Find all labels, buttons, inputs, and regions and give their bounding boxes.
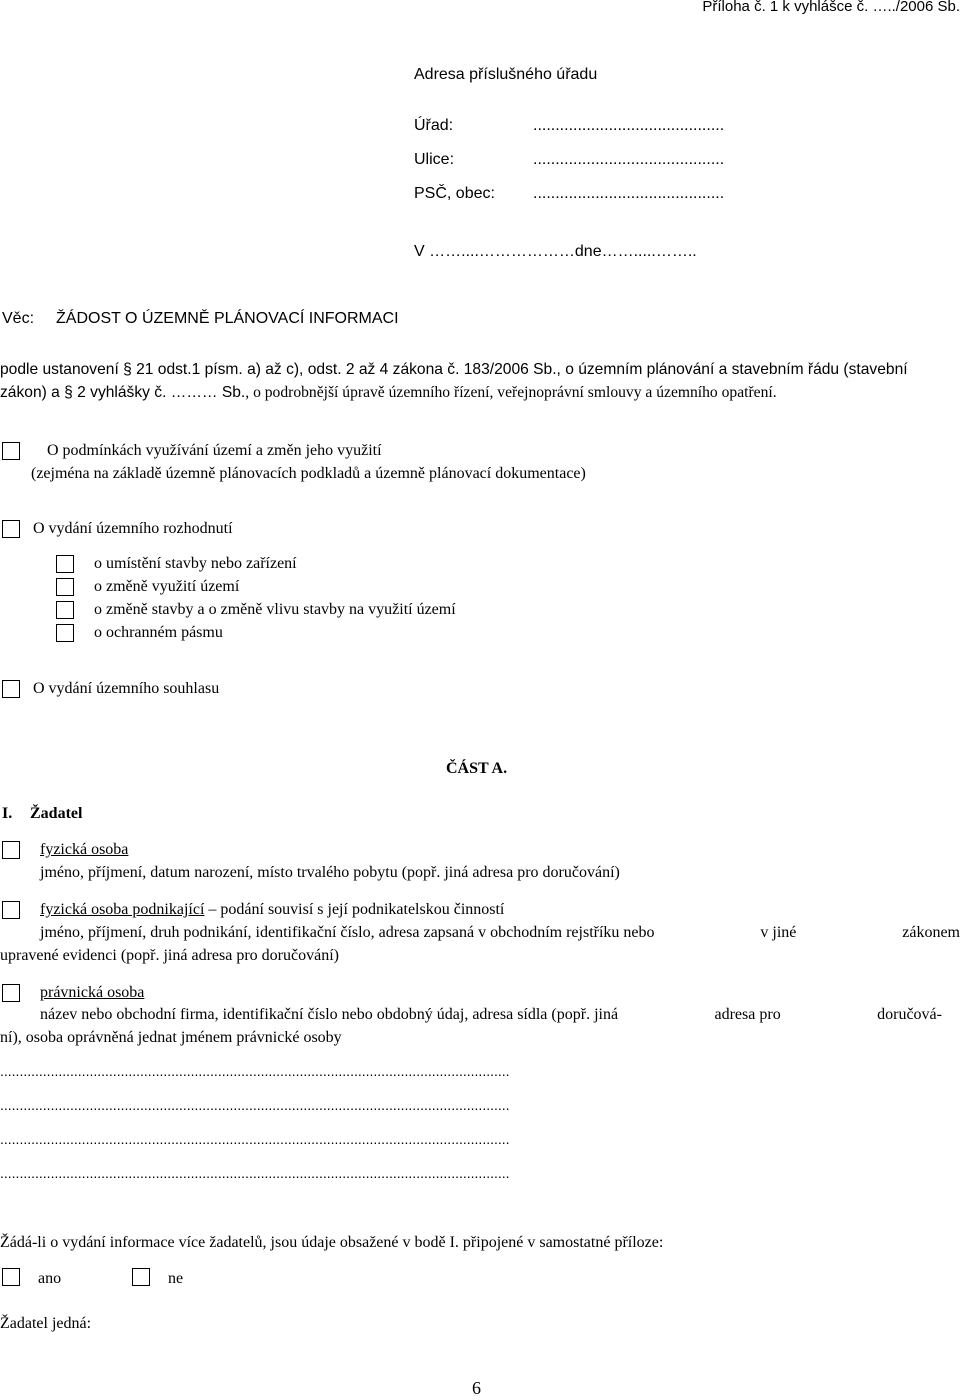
decision-label: O vydání územního rozhodnutí [33,520,233,537]
conditions-note: (zejména na základě územně plánovacích podkladů a územně plánovací dokumentace) [31,465,586,482]
legal-entity-desc-line2: ní), osoba oprávněná jednat jménem právnické osoby [0,1029,342,1046]
attachment-note: Příloha č. 1 k vyhlášce č. …../2006 Sb. [702,0,960,15]
consent-label: O vydání územního souhlasu [33,680,220,697]
page-number: 6 [472,1378,481,1398]
part-a-title: ČÁST A. [446,760,508,777]
legal-entity-desc-b: adresa pro [714,1006,781,1023]
conditions-label: O podmínkách využívání území a změn jeho využití [47,442,382,459]
business-person-desc-line2: upravené evidenci (popř. jiná adresa pro doručování) [0,947,339,964]
legal-entity-desc-c: doručová- [877,1006,942,1023]
place-date-field[interactable]: V ……....………………dne…….....…….. [414,243,697,260]
legal-basis-tail: , o podrobnější úpravě územního řízení, veřejnoprávní smlouvy a územního opatření. [245,384,777,401]
subject-title: ŽÁDOST O ÚZEMNĚ PLÁNOVACÍ INFORMACI [56,310,399,327]
land-use-change-label: o změně využití území [94,578,240,595]
business-person-desc [40,924,960,942]
natural-person-checkbox[interactable] [2,841,20,859]
business-person-checkbox[interactable] [2,901,20,919]
business-person-heading [40,901,504,919]
street-label: Ulice: [414,151,455,168]
legal-entity-desc-a: název nebo obchodní firma, identifikační číslo nebo obdobný údaj, adresa sídla (popř. jiná [40,1006,619,1023]
business-person-desc-c: zákonem [902,924,960,941]
natural-person-title: fyzická osoba [40,841,129,858]
entry-line[interactable]: ................................................................................................................................... [0,1063,510,1079]
natural-person-desc: jméno, příjmení, datum narození, místo trvalého pobytu (popř. jiná adresa pro doručování) [40,864,620,881]
business-person-suffix: – podání souvisí s její podnikatelskou činností [208,901,505,918]
protection-zone-label: o ochranném pásmu [94,624,223,641]
decision-checkbox[interactable] [2,520,20,538]
legal-entity-checkbox[interactable] [2,984,20,1002]
protection-zone-checkbox[interactable] [56,624,74,642]
multiple-applicants-question: Žádá-li o vydání informace více žadatelů, jsou údaje obsažené v bodě I. připojené v samostatné příloze: [0,1234,664,1251]
office-heading: Adresa příslušného úřadu [414,66,598,83]
siting-label: o umístění stavby nebo zařízení [94,555,297,572]
conditions-checkbox[interactable] [2,442,20,460]
no-label: ne [168,1270,184,1287]
office-label: Úřad: [414,117,454,134]
legal-entity-title: právnická osoba [40,984,145,1001]
office-field[interactable]: ........................................... [533,117,725,134]
applicant-acts-label: Žadatel jedná: [0,1315,92,1332]
applicant-heading: Žadatel [30,805,83,822]
business-person-title: fyzická osoba podnikající [40,901,205,918]
legal-basis-ref: zákon) a § 2 vyhlášky č. ……… Sb. [0,384,246,401]
postcode-field[interactable]: ........................................... [533,185,725,202]
yes-checkbox[interactable] [2,1268,20,1286]
business-person-desc-a: jméno, příjmení, druh podnikání, identifikační číslo, adresa zapsaná v obchodním rejstříku nebo [40,924,655,941]
postcode-label: PSČ, obec: [414,185,495,202]
land-use-change-checkbox[interactable] [56,578,74,596]
legal-basis-line1: podle ustanovení § 21 odst.1 písm. a) až c), odst. 2 až 4 zákona č. 183/2006 Sb., o územním plánování a stavebním řádu (stavební [0,361,908,378]
business-person-desc-b: v jiné [760,924,797,941]
no-checkbox[interactable] [132,1268,150,1286]
yes-label: ano [38,1270,62,1287]
applicant-number: I. [2,805,13,822]
legal-basis-line2 [0,384,777,402]
entry-line[interactable]: ................................................................................................................................... [0,1097,510,1113]
entry-line[interactable]: ................................................................................................................................... [0,1165,510,1181]
consent-checkbox[interactable] [2,680,20,698]
legal-entity-desc [40,1006,942,1024]
building-change-checkbox[interactable] [56,601,74,619]
street-field[interactable]: ........................................... [533,151,725,168]
entry-line[interactable]: ................................................................................................................................... [0,1131,510,1147]
building-change-label: o změně stavby a o změně vlivu stavby na využití území [94,601,456,618]
subject-label: Věc: [2,310,35,327]
siting-checkbox[interactable] [56,555,74,573]
